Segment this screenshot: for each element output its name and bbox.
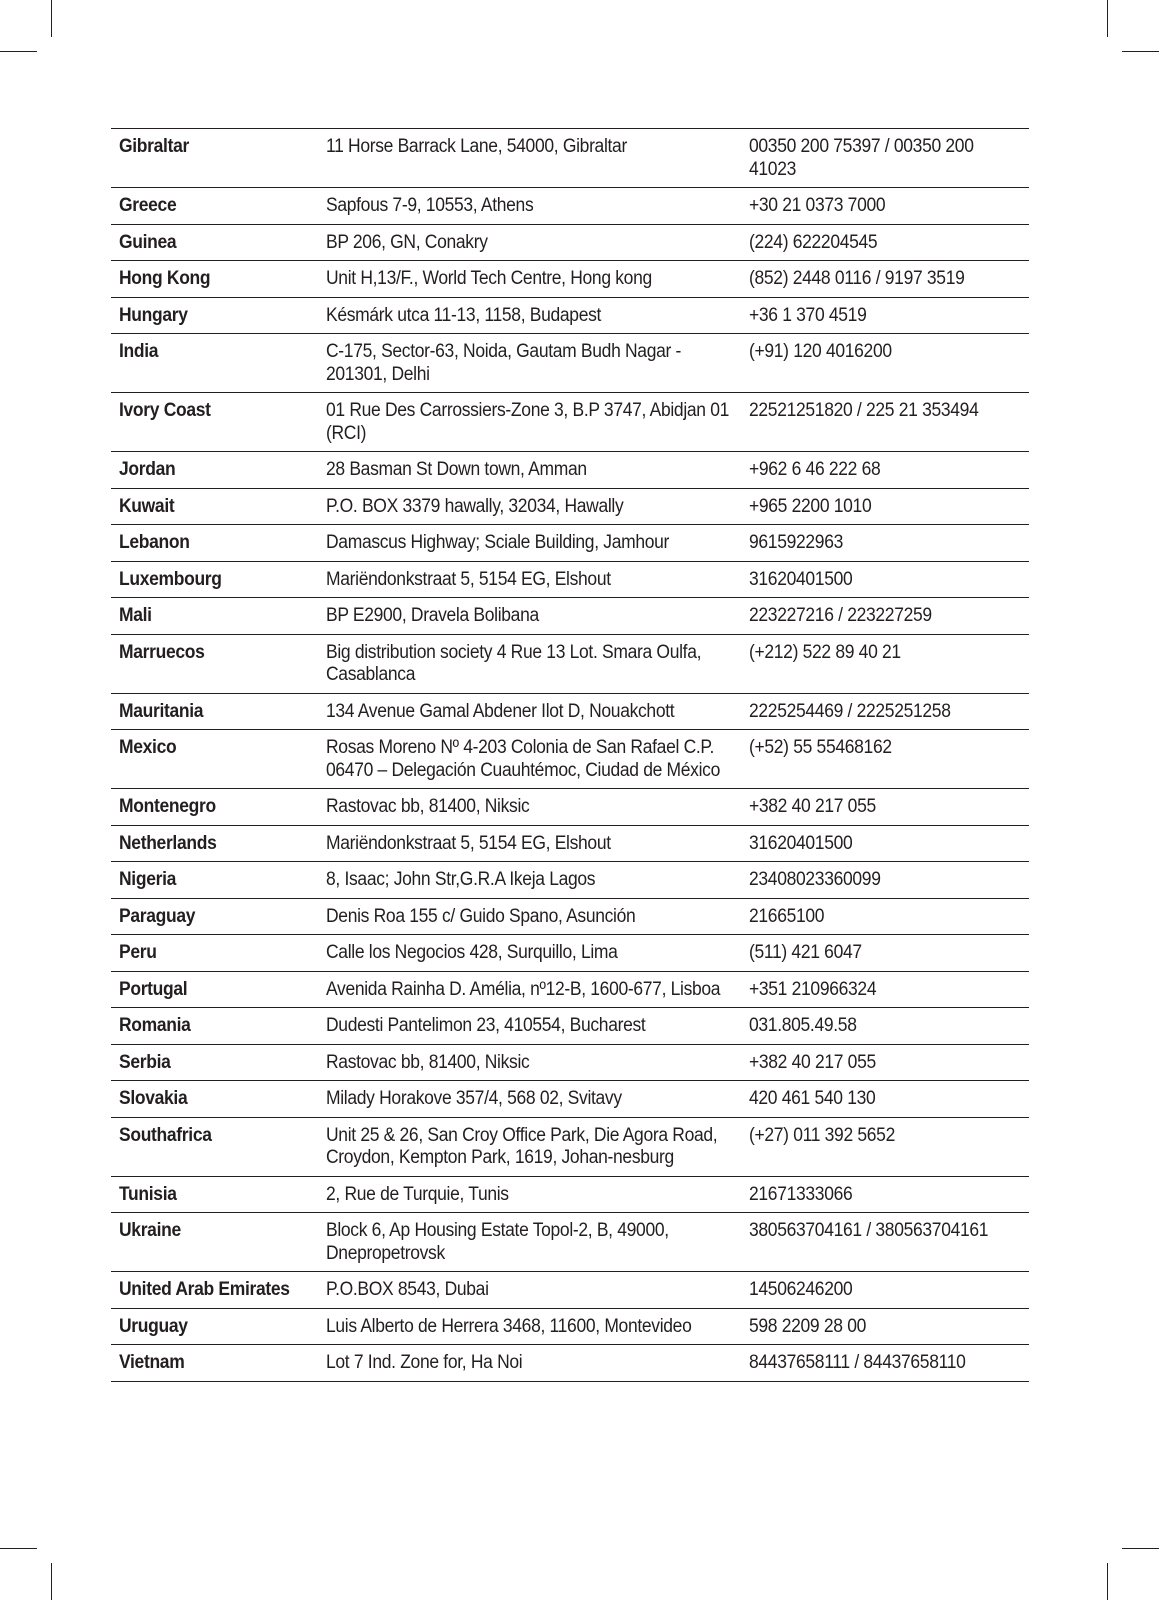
phone-cell-text: 00350 200 75397 / 00350 200 41023 xyxy=(749,136,974,180)
country-cell-text: Hungary xyxy=(119,304,188,326)
phone-cell-text: 031.805.49.58 xyxy=(749,1015,857,1036)
table-row xyxy=(111,1176,1029,1213)
phone-cell-text: +382 40 217 055 xyxy=(749,796,876,817)
country-cell-text: Guinea xyxy=(119,231,177,253)
address-cell xyxy=(318,488,741,525)
phone-cell xyxy=(741,971,1029,1008)
address-cell-text: P.O.BOX 8543, Dubai xyxy=(326,1279,489,1300)
country-cell xyxy=(111,598,318,635)
address-cell-text: Block 6, Ap Housing Estate Topol-2, B, 49000, Dnepropetrovsk xyxy=(326,1220,669,1264)
table-row xyxy=(111,693,1029,730)
contacts-table-body xyxy=(111,129,1029,1382)
phone-cell-text: 31620401500 xyxy=(749,568,853,590)
address-cell xyxy=(318,1044,741,1081)
country-cell-text: United Arab Emirates xyxy=(119,1279,290,1300)
table-row xyxy=(111,898,1029,935)
address-cell-text: 28 Basman St Down town, Amman xyxy=(326,459,587,480)
table-row xyxy=(111,862,1029,899)
country-cell xyxy=(111,129,318,188)
address-cell-text: Dudesti Pantelimon 23, 410554, Bucharest xyxy=(326,1015,646,1036)
table-row xyxy=(111,825,1029,862)
phone-cell xyxy=(741,1272,1029,1309)
table-row xyxy=(111,488,1029,525)
phone-cell-text: 21665100 xyxy=(749,905,825,927)
table-row xyxy=(111,1044,1029,1081)
address-cell xyxy=(318,393,741,452)
table-row xyxy=(111,730,1029,789)
country-cell xyxy=(111,525,318,562)
phone-cell xyxy=(741,334,1029,393)
country-cell-text: Peru xyxy=(119,942,157,963)
country-cell xyxy=(111,789,318,826)
phone-cell-text: 2225254469 / 2225251258 xyxy=(749,700,951,722)
table-row xyxy=(111,1081,1029,1118)
table-row xyxy=(111,935,1029,972)
country-cell xyxy=(111,825,318,862)
phone-cell xyxy=(741,598,1029,635)
phone-cell-text: +965 2200 1010 xyxy=(749,495,872,517)
address-cell xyxy=(318,971,741,1008)
country-cell xyxy=(111,730,318,789)
table-row xyxy=(111,129,1029,188)
phone-cell-text: (511) 421 6047 xyxy=(749,942,862,963)
address-cell xyxy=(318,898,741,935)
phone-cell xyxy=(741,525,1029,562)
address-cell-text: Unit H,13/F., World Tech Centre, Hong kong xyxy=(326,268,652,289)
phone-cell xyxy=(741,224,1029,261)
address-cell xyxy=(318,261,741,298)
country-cell xyxy=(111,1008,318,1045)
address-cell-text: BP 206, GN, Conakry xyxy=(326,231,488,253)
country-cell-text: Marruecos xyxy=(119,641,205,663)
phone-cell-text: (224) 622204545 xyxy=(749,231,878,253)
phone-cell xyxy=(741,1308,1029,1345)
phone-cell xyxy=(741,1345,1029,1382)
country-cell-text: Vietnam xyxy=(119,1352,185,1373)
country-cell xyxy=(111,1117,318,1176)
country-cell xyxy=(111,1213,318,1272)
table-row xyxy=(111,334,1029,393)
country-cell xyxy=(111,188,318,225)
address-cell-text: 8, Isaac; John Str,G.R.A Ikeja Lagos xyxy=(326,869,596,890)
phone-cell xyxy=(741,393,1029,452)
address-cell-text: Damascus Highway; Sciale Building, Jamhour xyxy=(326,532,670,553)
phone-cell xyxy=(741,825,1029,862)
phone-cell xyxy=(741,1081,1029,1118)
address-cell xyxy=(318,1176,741,1213)
country-cell-text: Lebanon xyxy=(119,532,190,553)
address-cell xyxy=(318,825,741,862)
phone-cell xyxy=(741,129,1029,188)
phone-cell-text: 9615922963 xyxy=(749,532,843,553)
phone-cell-text: 23408023360099 xyxy=(749,869,881,890)
address-cell xyxy=(318,862,741,899)
country-cell-text: Serbia xyxy=(119,1051,171,1073)
country-cell xyxy=(111,862,318,899)
address-cell xyxy=(318,730,741,789)
country-cell xyxy=(111,297,318,334)
phone-cell-text: 223227216 / 223227259 xyxy=(749,605,932,626)
table-row xyxy=(111,393,1029,452)
country-cell-text: Romania xyxy=(119,1015,191,1036)
address-cell-text: Késmárk utca 11-13, 1158, Budapest xyxy=(326,304,602,326)
address-cell-text: Rosas Moreno Nº 4-203 Colonia de San Rafael C.P. 06470 – Delegación Cuauhtémoc, Ciudad de México xyxy=(326,737,720,781)
phone-cell xyxy=(741,1008,1029,1045)
address-cell xyxy=(318,1272,741,1309)
country-cell-text: Southafrica xyxy=(119,1124,212,1146)
address-cell-text: 11 Horse Barrack Lane, 54000, Gibraltar xyxy=(326,136,627,157)
address-cell-text: Luis Alberto de Herrera 3468, 11600, Montevideo xyxy=(326,1315,692,1337)
crop-mark xyxy=(1122,51,1159,52)
table-row xyxy=(111,1008,1029,1045)
country-cell-text: Netherlands xyxy=(119,832,217,854)
crop-mark xyxy=(1107,0,1108,37)
phone-cell-text: 380563704161 / 380563704161 xyxy=(749,1220,989,1241)
address-cell xyxy=(318,452,741,489)
address-cell-text: Mariëndonkstraat 5, 5154 EG, Elshout xyxy=(326,568,611,590)
phone-cell xyxy=(741,261,1029,298)
phone-cell-text: 14506246200 xyxy=(749,1279,853,1300)
table-row xyxy=(111,598,1029,635)
country-cell-text: Uruguay xyxy=(119,1315,188,1337)
crop-mark xyxy=(1107,1563,1108,1600)
phone-cell-text: +382 40 217 055 xyxy=(749,1051,876,1073)
table-row xyxy=(111,1345,1029,1382)
address-cell-text: 2, Rue de Turquie, Tunis xyxy=(326,1183,509,1205)
phone-cell-text: +351 210966324 xyxy=(749,978,877,1000)
phone-cell xyxy=(741,1044,1029,1081)
address-cell-text: Sapfous 7-9, 10553, Athens xyxy=(326,195,534,216)
address-cell xyxy=(318,1308,741,1345)
country-cell-text: India xyxy=(119,341,159,362)
address-cell-text: Rastovac bb, 81400, Niksic xyxy=(326,1051,530,1073)
country-cell-text: Paraguay xyxy=(119,905,196,927)
phone-cell-text: (852) 2448 0116 / 9197 3519 xyxy=(749,268,965,289)
address-cell xyxy=(318,334,741,393)
country-cell xyxy=(111,261,318,298)
country-cell-text: Tunisia xyxy=(119,1183,177,1205)
table-row xyxy=(111,1117,1029,1176)
contacts-table xyxy=(111,128,1029,1382)
country-cell-text: Ukraine xyxy=(119,1220,181,1241)
address-cell-text: Milady Horakove 357/4, 568 02, Svitavy xyxy=(326,1088,622,1109)
phone-cell-text: (+212) 522 89 40 21 xyxy=(749,641,901,663)
phone-cell xyxy=(741,561,1029,598)
phone-cell xyxy=(741,693,1029,730)
address-cell-text: 134 Avenue Gamal Abdener Ilot D, Nouakchott xyxy=(326,700,675,722)
phone-cell-text: (+27) 011 392 5652 xyxy=(749,1124,895,1146)
address-cell-text: Lot 7 Ind. Zone for, Ha Noi xyxy=(326,1352,523,1373)
address-cell-text: P.O. BOX 3379 hawally, 32034, Hawally xyxy=(326,495,624,517)
country-cell xyxy=(111,224,318,261)
country-cell xyxy=(111,693,318,730)
phone-cell xyxy=(741,1213,1029,1272)
table-row xyxy=(111,1308,1029,1345)
country-cell xyxy=(111,1272,318,1309)
phone-cell-text: (+52) 55 55468162 xyxy=(749,737,892,758)
address-cell xyxy=(318,634,741,693)
phone-cell xyxy=(741,297,1029,334)
phone-cell xyxy=(741,634,1029,693)
address-cell xyxy=(318,1081,741,1118)
phone-cell-text: +36 1 370 4519 xyxy=(749,304,867,326)
country-cell xyxy=(111,1081,318,1118)
country-cell-text: Kuwait xyxy=(119,495,175,517)
table-row xyxy=(111,261,1029,298)
phone-cell xyxy=(741,935,1029,972)
phone-cell-text: 420 461 540 130 xyxy=(749,1088,876,1109)
country-cell-text: Portugal xyxy=(119,978,188,1000)
country-cell-text: Greece xyxy=(119,195,177,216)
country-cell xyxy=(111,634,318,693)
country-cell-text: Ivory Coast xyxy=(119,400,211,421)
phone-cell-text: 21671333066 xyxy=(749,1183,853,1205)
phone-cell xyxy=(741,1176,1029,1213)
phone-cell xyxy=(741,730,1029,789)
table-row xyxy=(111,1213,1029,1272)
address-cell xyxy=(318,1345,741,1382)
table-row xyxy=(111,971,1029,1008)
phone-cell-text: 84437658111 / 84437658110 xyxy=(749,1352,966,1373)
phone-cell xyxy=(741,188,1029,225)
table-row xyxy=(111,525,1029,562)
country-cell xyxy=(111,334,318,393)
phone-cell xyxy=(741,452,1029,489)
country-cell-text: Mauritania xyxy=(119,700,204,722)
address-cell-text: Big distribution society 4 Rue 13 Lot. Smara Oulfa, Casablanca xyxy=(326,641,702,685)
address-cell-text: Mariëndonkstraat 5, 5154 EG, Elshout xyxy=(326,832,611,854)
address-cell xyxy=(318,1117,741,1176)
country-cell-text: Hong Kong xyxy=(119,268,211,289)
phone-cell xyxy=(741,862,1029,899)
table-row xyxy=(111,561,1029,598)
table-row xyxy=(111,1272,1029,1309)
address-cell xyxy=(318,935,741,972)
table-row xyxy=(111,452,1029,489)
table-row xyxy=(111,224,1029,261)
phone-cell-text: +30 21 0373 7000 xyxy=(749,195,886,216)
address-cell-text: Avenida Rainha D. Amélia, nº12-B, 1600-677, Lisboa xyxy=(326,978,721,1000)
country-cell-text: Gibraltar xyxy=(119,136,189,157)
country-cell xyxy=(111,452,318,489)
address-cell xyxy=(318,789,741,826)
address-cell xyxy=(318,224,741,261)
country-cell xyxy=(111,1176,318,1213)
country-cell xyxy=(111,935,318,972)
address-cell-text: Calle los Negocios 428, Surquillo, Lima xyxy=(326,942,618,963)
country-cell xyxy=(111,393,318,452)
address-cell-text: Rastovac bb, 81400, Niksic xyxy=(326,796,530,817)
country-cell-text: Nigeria xyxy=(119,869,177,890)
country-cell xyxy=(111,488,318,525)
phone-cell-text: 22521251820 / 225 21 353494 xyxy=(749,400,979,421)
crop-mark xyxy=(51,0,52,37)
table-row xyxy=(111,634,1029,693)
country-cell-text: Slovakia xyxy=(119,1088,188,1109)
crop-mark xyxy=(0,51,37,52)
crop-mark xyxy=(1122,1548,1159,1549)
phone-cell-text: 31620401500 xyxy=(749,832,853,854)
crop-mark xyxy=(0,1548,37,1549)
address-cell xyxy=(318,693,741,730)
table-row xyxy=(111,297,1029,334)
address-cell-text: Denis Roa 155 c/ Guido Spano, Asunción xyxy=(326,905,636,927)
table-row xyxy=(111,188,1029,225)
address-cell xyxy=(318,598,741,635)
country-cell xyxy=(111,971,318,1008)
country-cell xyxy=(111,561,318,598)
country-cell-text: Mali xyxy=(119,605,152,626)
table-row xyxy=(111,789,1029,826)
address-cell-text: Unit 25 & 26, San Croy Office Park, Die Agora Road, Croydon, Kempton Park, 1619, Johan-nesburg xyxy=(326,1124,718,1168)
address-cell xyxy=(318,1213,741,1272)
address-cell xyxy=(318,129,741,188)
phone-cell-text: 598 2209 28 00 xyxy=(749,1315,867,1337)
country-cell xyxy=(111,1308,318,1345)
address-cell-text: 01 Rue Des Carrossiers-Zone 3, B.P 3747, Abidjan 01 (RCI) xyxy=(326,400,730,444)
country-cell xyxy=(111,1345,318,1382)
phone-cell xyxy=(741,789,1029,826)
address-cell xyxy=(318,561,741,598)
country-cell-text: Mexico xyxy=(119,737,177,758)
address-cell xyxy=(318,525,741,562)
country-cell-text: Montenegro xyxy=(119,796,216,817)
phone-cell xyxy=(741,488,1029,525)
address-cell xyxy=(318,297,741,334)
crop-mark xyxy=(51,1563,52,1600)
address-cell-text: C-175, Sector-63, Noida, Gautam Budh Nagar - 201301, Delhi xyxy=(326,341,682,385)
country-cell-text: Luxembourg xyxy=(119,568,222,590)
phone-cell-text: (+91) 120 4016200 xyxy=(749,341,892,362)
phone-cell-text: +962 6 46 222 68 xyxy=(749,459,881,480)
country-cell xyxy=(111,1044,318,1081)
address-cell xyxy=(318,188,741,225)
address-cell xyxy=(318,1008,741,1045)
phone-cell xyxy=(741,898,1029,935)
address-cell-text: BP E2900, Dravela Bolibana xyxy=(326,605,539,626)
country-cell xyxy=(111,898,318,935)
phone-cell xyxy=(741,1117,1029,1176)
country-cell-text: Jordan xyxy=(119,459,176,480)
